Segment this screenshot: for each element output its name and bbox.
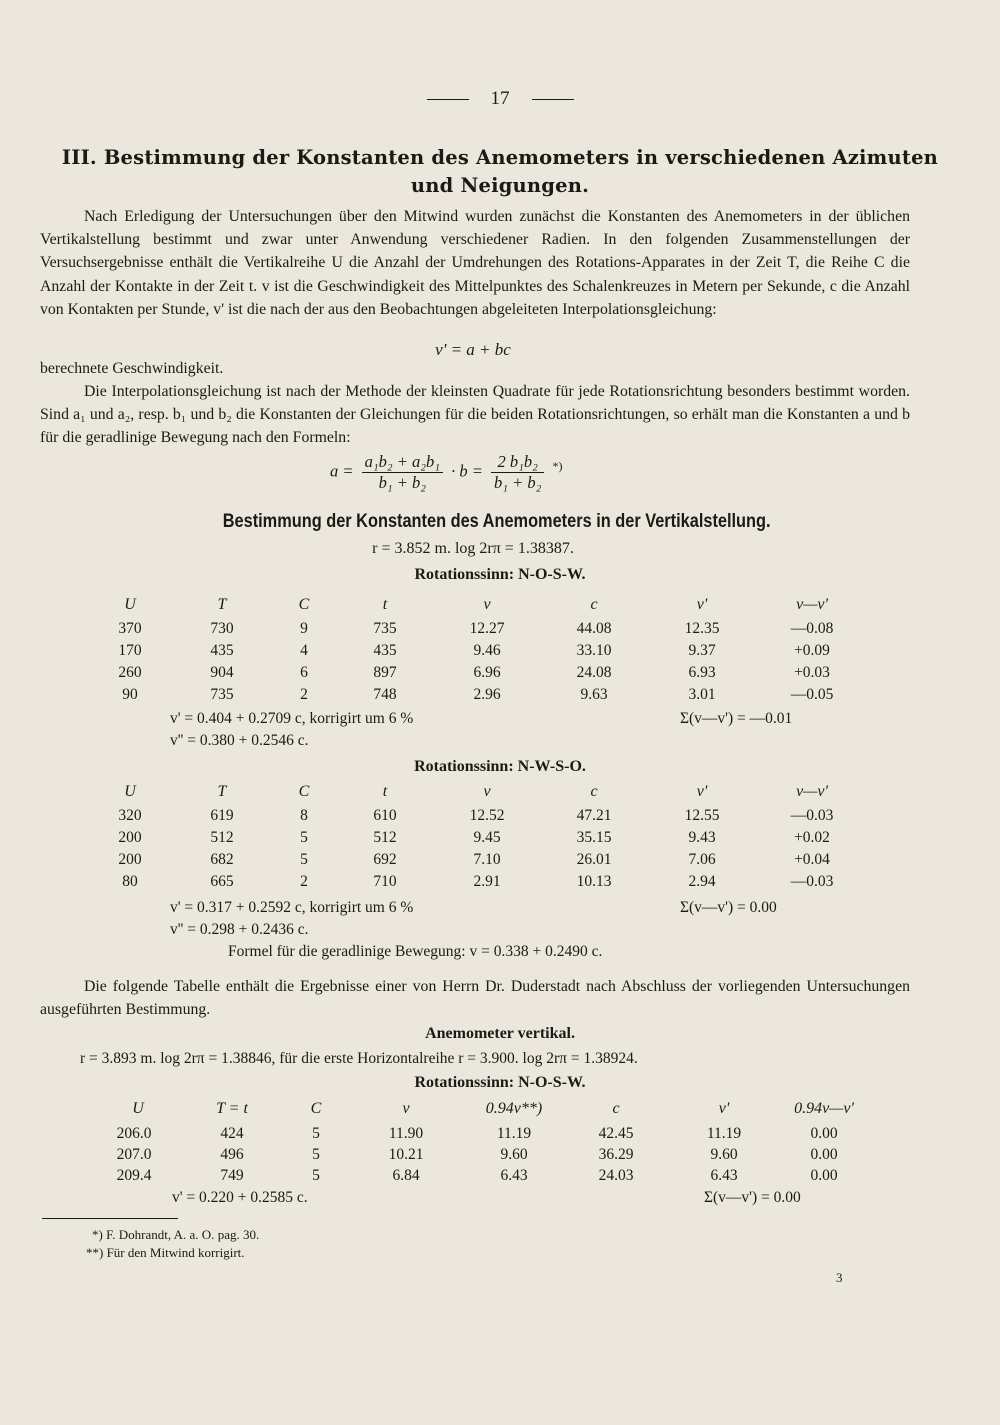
cell: 496 <box>220 1146 244 1163</box>
cell: 9.46 <box>473 642 501 659</box>
col-header-C: C <box>310 1100 322 1117</box>
table-row <box>0 620 1000 642</box>
table-row <box>0 664 1000 686</box>
cell: 619 <box>210 807 234 824</box>
a-fraction-numerator: a₁b₂ + a₂b₁ <box>362 452 443 473</box>
a-fraction <box>362 452 443 493</box>
cell: 730 <box>210 620 234 637</box>
table-row <box>0 642 1000 664</box>
cell: 610 <box>373 807 397 824</box>
col-header-U: U <box>124 596 136 613</box>
col-header-c: c <box>590 783 598 800</box>
footnote-1: *) F. Dohrandt, A. a. O. pag. 30. <box>92 1227 260 1242</box>
table-row <box>0 829 1000 851</box>
col-header-v-prime: v' <box>696 596 708 613</box>
table-row <box>0 807 1000 829</box>
cell: 9.37 <box>688 642 716 659</box>
col-header-T: T <box>217 596 227 613</box>
cell: 200 <box>118 829 142 846</box>
cell: 11.19 <box>496 1125 532 1142</box>
intro-paragraph <box>40 205 910 321</box>
col-header-T: T <box>217 783 227 800</box>
col-header-T-equals-t: T = t <box>216 1100 248 1117</box>
cell: 10.13 <box>576 873 612 890</box>
footnote-mark: *) <box>552 458 563 473</box>
table2-sum: Σ(v—v') = 0.00 <box>680 899 777 916</box>
table-row <box>0 873 1000 895</box>
cell: 47.21 <box>576 807 612 824</box>
cell: 6.93 <box>688 664 716 681</box>
cell: 9.43 <box>688 829 716 846</box>
cell: 207.0 <box>116 1146 152 1163</box>
cell: 24.03 <box>598 1167 634 1184</box>
cell: 90 <box>122 686 138 703</box>
table-row <box>0 1125 1000 1147</box>
col-header-094v: 0.94v**) <box>485 1100 543 1117</box>
cell: 512 <box>210 829 234 846</box>
cell: —0.03 <box>790 807 834 824</box>
cell: 435 <box>210 642 234 659</box>
cell: 0.00 <box>810 1146 838 1163</box>
col-header-v: v <box>483 783 491 800</box>
cell: 9 <box>300 620 308 637</box>
cell: 692 <box>373 851 397 868</box>
cell: 11.90 <box>388 1125 424 1142</box>
section-title <box>60 144 940 200</box>
section-title-line2: und Neigungen. <box>410 174 590 197</box>
section-title-line1: III. Bestimmung der Konstanten des Anemometers in verschiedenen Azimuten <box>61 146 939 169</box>
table3-header <box>0 1100 1000 1122</box>
col-header-U: U <box>124 783 136 800</box>
cell: +0.02 <box>794 829 830 846</box>
paragraph-2 <box>40 380 910 450</box>
cell: 8 <box>300 807 308 824</box>
cell: 897 <box>373 664 397 681</box>
cell: 2.96 <box>473 686 501 703</box>
col-header-v-minus-v-prime: v—v' <box>796 783 828 800</box>
col-header-v: v <box>402 1100 410 1117</box>
table-row <box>0 686 1000 708</box>
col-header-U: U <box>132 1100 144 1117</box>
cell: 6 <box>300 664 308 681</box>
cell: 6.84 <box>392 1167 420 1184</box>
cell: 170 <box>118 642 142 659</box>
col-header-t: t <box>382 596 388 613</box>
cell: 35.15 <box>576 829 612 846</box>
col-header-C: C <box>298 783 310 800</box>
cell: 11.19 <box>706 1125 742 1142</box>
formula-separator: · <box>451 461 456 481</box>
cell: 2 <box>300 873 308 890</box>
col-header-094v-minus-v-prime: 0.94v—v' <box>794 1100 854 1117</box>
table3-sum: Σ(v—v') = 0.00 <box>704 1189 801 1206</box>
table2-equation-1: v' = 0.317 + 0.2592 c, korrigirt um 6 % <box>170 899 414 916</box>
cell: 5 <box>300 851 308 868</box>
cell: 0.00 <box>810 1125 838 1142</box>
cell: 665 <box>210 873 234 890</box>
table1-title: Rotationssinn: N-O-S-W. <box>414 566 586 583</box>
intro-paragraph-text: Nach Erledigung der Untersuchungen über den Mitwind wurden zunächst die Konstanten des Anemometers in der üblichen Vertikalstellung bestimmt und zwar unter Anwendung verschiedener Radien. In den folgenden Zusammenstellungen der Versuchsergebnisse enthält die Vertikalreihe U die Anzahl der Umdrehungen des Rotations-Apparates in der Zeit T, die Reihe C die Anzahl der Kontakte in der Zeit t. v ist die Geschwindigkeit des Mittelpunktes des Schalenkreuzes in Metern per Sekunde, c die Anzahl von Kontakten per Stunde, v' ist die nach der aus den Beobachtungen abgeleiteten Interpolationsgleichung: <box>40 208 910 318</box>
cell: 424 <box>220 1125 244 1142</box>
cell: 2.94 <box>688 873 716 890</box>
cell: 5 <box>312 1125 320 1142</box>
cell: 9.60 <box>710 1146 738 1163</box>
cell: 26.01 <box>576 851 612 868</box>
table2-title: Rotationssinn: N-W-S-O. <box>414 758 586 775</box>
col-header-v-prime: v' <box>696 783 708 800</box>
cell: —0.05 <box>790 686 834 703</box>
cell: 5 <box>300 829 308 846</box>
rule-right <box>532 99 574 100</box>
table-heading: Bestimmung der Konstanten des Anemometers in der Vertikalstellung. <box>222 511 771 532</box>
cell: 512 <box>373 829 397 846</box>
cell: 6.43 <box>710 1167 738 1184</box>
cell: 2.91 <box>473 873 501 890</box>
footnote-2: **) Für den Mitwind korrigirt. <box>86 1245 245 1260</box>
cell: —0.03 <box>790 873 834 890</box>
a-fraction-denominator: b₁ + b₂ <box>378 473 426 492</box>
cell: 735 <box>210 686 234 703</box>
col-header-v-minus-v-prime: v—v' <box>796 596 828 613</box>
cell: 7.06 <box>688 851 716 868</box>
table3-heading: Anemometer vertikal. <box>425 1025 575 1042</box>
cell: 80 <box>122 873 138 890</box>
b-fraction <box>491 452 544 493</box>
table1-equation-1: v' = 0.404 + 0.2709 c, korrigirt um 6 % <box>170 710 414 727</box>
cell: 206.0 <box>116 1125 152 1142</box>
table1-header <box>0 596 1000 618</box>
cell: 209.4 <box>116 1167 152 1184</box>
col-header-t: t <box>382 783 388 800</box>
rule-left <box>427 99 469 100</box>
table-row <box>0 1146 1000 1168</box>
cell: 2 <box>300 686 308 703</box>
cell: 10.21 <box>388 1146 424 1163</box>
cell: +0.09 <box>794 642 830 659</box>
b-formula-lhs: b = <box>459 461 483 481</box>
after-formula-text: berechnete Geschwindigkeit. <box>40 360 224 377</box>
cell: 5 <box>312 1146 320 1163</box>
table3-radius-line: r = 3.893 m. log 2rπ = 1.38846, für die erste Horizontalreihe r = 3.900. log 2rπ = 1.38924. <box>80 1050 638 1067</box>
cell: 12.35 <box>684 620 720 637</box>
col-header-c: c <box>590 596 598 613</box>
table2-header <box>0 783 1000 805</box>
cell: 44.08 <box>576 620 612 637</box>
col-header-c: c <box>612 1100 620 1117</box>
page-number-value: 17 <box>490 88 510 109</box>
paragraph-3 <box>40 975 910 1021</box>
table3-title: Rotationssinn: N-O-S-W. <box>414 1074 586 1091</box>
interp-formula: v' = a + bc <box>435 340 511 359</box>
cell: 0.00 <box>810 1167 838 1184</box>
cell: 370 <box>118 620 142 637</box>
cell: 6.43 <box>500 1167 528 1184</box>
footnote-rule <box>42 1218 178 1219</box>
ab-formula <box>330 452 562 493</box>
cell: 36.29 <box>598 1146 634 1163</box>
cell: 748 <box>373 686 397 703</box>
col-header-C: C <box>298 596 310 613</box>
page-number <box>0 88 1000 110</box>
cell: 7.10 <box>473 851 501 868</box>
b-fraction-denominator: b₁ + b₂ <box>494 473 542 492</box>
cell: 735 <box>373 620 397 637</box>
cell: 320 <box>118 807 142 824</box>
paragraph-2-text: Die Interpolationsgleichung ist nach der Methode der kleinsten Quadrate für jede Rotationsrichtung besonders bestimmt worden. Sind a₁ und a₂, resp. b₁ und b₂ die Konstanten der Gleichungen für die beiden Rotationsrichtungen, so erhält man die Konstanten a und b für die geradlinige Bewegung nach den Formeln: <box>40 383 910 447</box>
radius-line: r = 3.852 m. log 2rπ = 1.38387. <box>372 540 574 557</box>
cell: 24.08 <box>576 664 612 681</box>
cell: 12.55 <box>684 807 720 824</box>
cell: 710 <box>373 873 397 890</box>
table3-equation: v' = 0.220 + 0.2585 c. <box>172 1189 308 1206</box>
cell: 904 <box>210 664 234 681</box>
cell: +0.03 <box>794 664 830 681</box>
col-header-v-prime: v' <box>718 1100 730 1117</box>
cell: —0.08 <box>790 620 834 637</box>
cell: 3.01 <box>688 686 716 703</box>
cell: +0.04 <box>794 851 830 868</box>
table1-equation-2: v'' = 0.380 + 0.2546 c. <box>170 732 309 749</box>
a-formula-lhs: a = <box>330 461 354 481</box>
b-fraction-numerator: 2 b₁b₂ <box>491 452 544 473</box>
linear-motion-formula: Formel für die geradlinige Bewegung: v = 0.338 + 0.2490 c. <box>228 943 603 960</box>
cell: 9.60 <box>500 1146 528 1163</box>
cell: 12.52 <box>469 807 505 824</box>
cell: 749 <box>220 1167 244 1184</box>
cell: 9.63 <box>580 686 608 703</box>
table1-sum: Σ(v—v') = —0.01 <box>680 710 793 727</box>
col-header-v: v <box>483 596 491 613</box>
cell: 682 <box>210 851 234 868</box>
cell: 4 <box>300 642 308 659</box>
cell: 260 <box>118 664 142 681</box>
table-row <box>0 851 1000 873</box>
cell: 435 <box>373 642 397 659</box>
cell: 200 <box>118 851 142 868</box>
table2-equation-2: v'' = 0.298 + 0.2436 c. <box>170 921 309 938</box>
cell: 6.96 <box>473 664 501 681</box>
cell: 42.45 <box>598 1125 634 1142</box>
cell: 12.27 <box>469 620 505 637</box>
paragraph-3-text: Die folgende Tabelle enthält die Ergebnisse einer von Herrn Dr. Duderstadt nach Abschluss der vorliegenden Untersuchungen ausgeführten Bestimmung. <box>40 978 910 1019</box>
cell: 9.45 <box>473 829 501 846</box>
cell: 33.10 <box>576 642 612 659</box>
cell: 5 <box>312 1167 320 1184</box>
table-row <box>0 1167 1000 1189</box>
sheet-mark: 3 <box>836 1270 843 1285</box>
